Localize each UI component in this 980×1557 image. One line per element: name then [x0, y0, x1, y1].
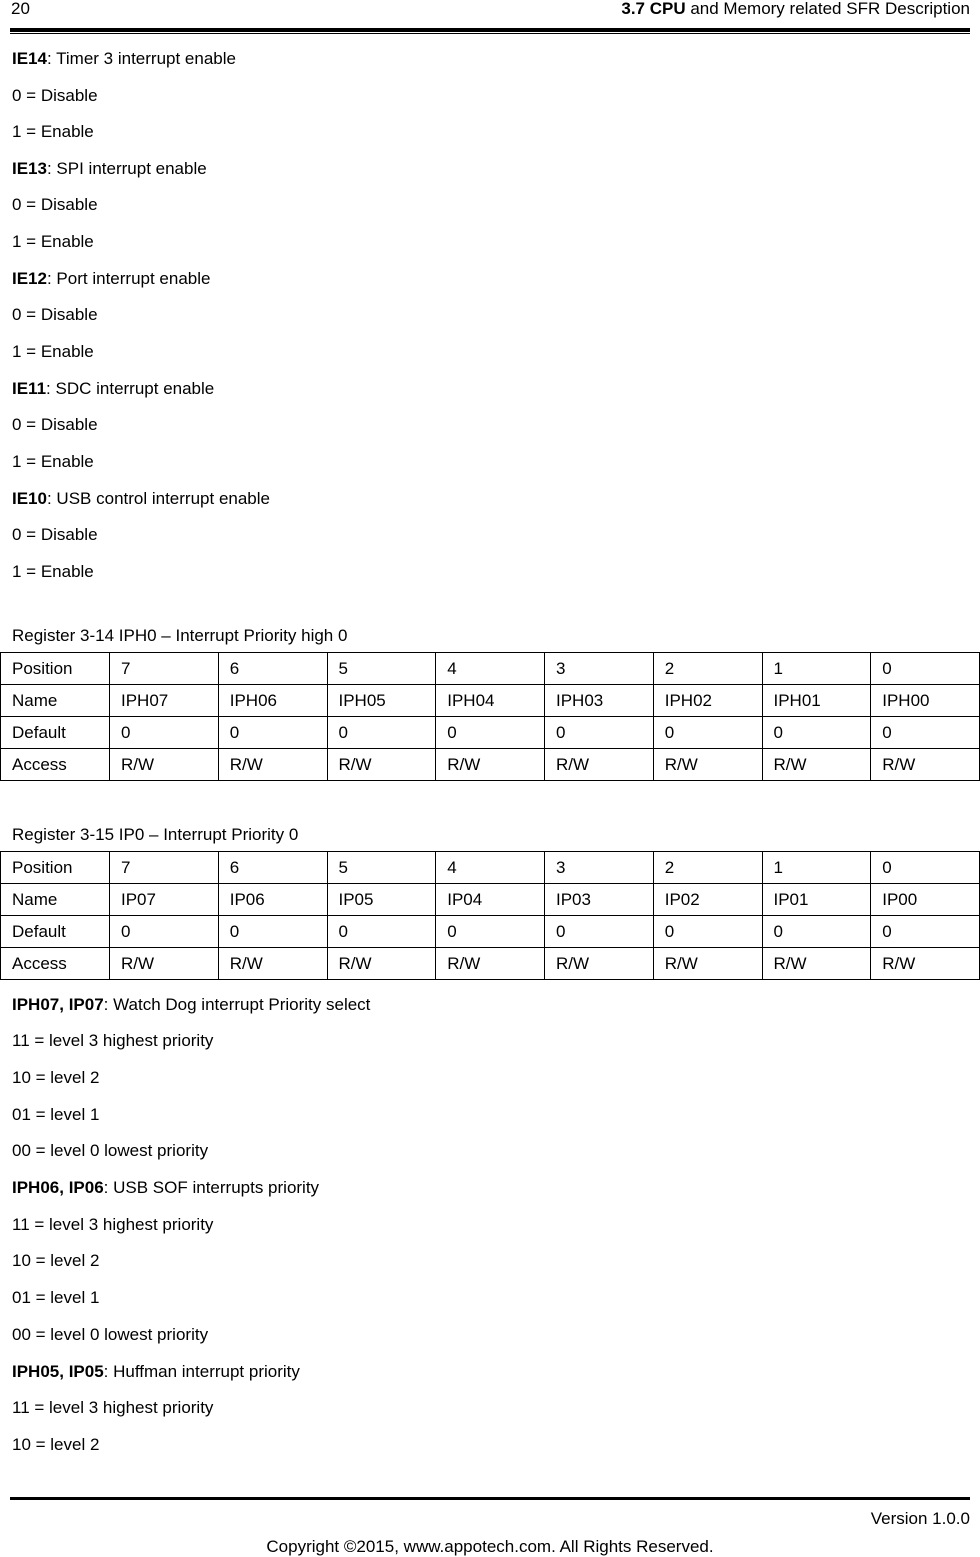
table-cell: 0 [762, 916, 871, 948]
table-cell: R/W [871, 948, 980, 980]
section-title-text: and Memory related SFR Description [685, 0, 970, 18]
table-cell: 2 [653, 653, 762, 685]
table-cell: 7 [110, 653, 219, 685]
table-cell: IP03 [545, 884, 654, 916]
table-row [1, 948, 980, 980]
field-value: 10 = level 2 [12, 1251, 100, 1270]
table-cell: 0 [436, 916, 545, 948]
table-cell: Default [1, 916, 110, 948]
table-cell: IPH04 [436, 685, 545, 717]
table-cell: 1 [762, 653, 871, 685]
table-cell: 0 [762, 717, 871, 749]
field-value: 0 = Disable [12, 86, 98, 105]
table-cell: 7 [110, 852, 219, 884]
table-cell: IPH02 [653, 685, 762, 717]
table-cell: R/W [545, 948, 654, 980]
table-cell: IPH06 [218, 685, 327, 717]
table-cell: R/W [871, 749, 980, 781]
table-row [1, 685, 980, 717]
table-cell: R/W [218, 948, 327, 980]
header-rule-thin [10, 33, 970, 34]
page-number: 20 [11, 0, 30, 18]
table-cell: R/W [327, 948, 436, 980]
table-cell: Position [1, 852, 110, 884]
field-value: 00 = level 0 lowest priority [12, 1141, 209, 1160]
table-cell: 6 [218, 852, 327, 884]
field-value: 0 = Disable [12, 415, 98, 434]
footer-rule [10, 1497, 970, 1500]
table-row [1, 717, 980, 749]
table-cell: IPH03 [545, 685, 654, 717]
field-value: 01 = level 1 [12, 1105, 100, 1124]
field-heading: IE10: USB control interrupt enable [12, 489, 270, 508]
table-cell: 0 [871, 852, 980, 884]
field-heading: IPH06, IP06: USB SOF interrupts priority [12, 1178, 320, 1197]
table-cell: R/W [436, 749, 545, 781]
table-row [1, 916, 980, 948]
field-value: 11 = level 3 highest priority [12, 1398, 214, 1417]
table-cell: 5 [327, 852, 436, 884]
table-cell: IPH00 [871, 685, 980, 717]
table-row [1, 852, 980, 884]
table-cell: IPH07 [110, 685, 219, 717]
field-value: 0 = Disable [12, 305, 98, 324]
table-cell: 2 [653, 852, 762, 884]
table-cell: 0 [871, 653, 980, 685]
table-cell: Position [1, 653, 110, 685]
table-cell: IP07 [110, 884, 219, 916]
table-cell: 0 [327, 717, 436, 749]
table-cell: 0 [545, 916, 654, 948]
table-cell: IP06 [218, 884, 327, 916]
table-cell: Name [1, 685, 110, 717]
table-cell: Name [1, 884, 110, 916]
field-value: 01 = level 1 [12, 1288, 100, 1307]
table-cell: 6 [218, 653, 327, 685]
table-cell: Default [1, 717, 110, 749]
table-cell: 0 [110, 717, 219, 749]
field-value: 1 = Enable [12, 342, 94, 361]
table-cell: IPH05 [327, 685, 436, 717]
field-value: 00 = level 0 lowest priority [12, 1325, 209, 1344]
table-cell: 5 [327, 653, 436, 685]
field-heading: IE11: SDC interrupt enable [12, 379, 215, 398]
table-row [1, 884, 980, 916]
table-cell: 0 [653, 916, 762, 948]
table-cell: R/W [545, 749, 654, 781]
register-table-ip0 [0, 851, 980, 980]
field-heading: IE14: Timer 3 interrupt enable [12, 49, 236, 68]
field-value: 0 = Disable [12, 525, 98, 544]
field-heading: IPH05, IP05: Huffman interrupt priority [12, 1362, 300, 1381]
table-cell: 0 [871, 916, 980, 948]
field-value: 10 = level 2 [12, 1435, 100, 1454]
table-cell: 0 [110, 916, 219, 948]
page-header [0, 0, 980, 36]
table-cell: R/W [653, 948, 762, 980]
table-cell: 0 [218, 916, 327, 948]
table-cell: 0 [218, 717, 327, 749]
field-value: 0 = Disable [12, 195, 98, 214]
table-cell: Access [1, 749, 110, 781]
section-title [621, 0, 970, 18]
table-cell: IP04 [436, 884, 545, 916]
table-cell: 3 [545, 852, 654, 884]
table-caption: Register 3-15 IP0 – Interrupt Priority 0 [12, 825, 299, 844]
table-cell: IP05 [327, 884, 436, 916]
field-value: 1 = Enable [12, 232, 94, 251]
table-cell: Access [1, 948, 110, 980]
table-cell: R/W [110, 948, 219, 980]
field-value: 1 = Enable [12, 122, 94, 141]
field-value: 10 = level 2 [12, 1068, 100, 1087]
section-number: 3.7 CPU [621, 0, 686, 18]
table-cell: 0 [871, 717, 980, 749]
copyright-notice: Copyright ©2015, www.appotech.com. All Rights Reserved. [266, 1537, 714, 1556]
table-cell: 0 [653, 717, 762, 749]
version-label: Version 1.0.0 [870, 1509, 970, 1528]
table-cell: 4 [436, 653, 545, 685]
table-cell: 0 [545, 717, 654, 749]
field-heading: IE13: SPI interrupt enable [12, 159, 207, 178]
field-heading: IE12: Port interrupt enable [12, 269, 211, 288]
table-cell: IPH01 [762, 685, 871, 717]
table-row [1, 749, 980, 781]
table-cell: 0 [436, 717, 545, 749]
field-value: 11 = level 3 highest priority [12, 1031, 214, 1050]
table-cell: R/W [327, 749, 436, 781]
table-cell: R/W [110, 749, 219, 781]
field-value: 1 = Enable [12, 452, 94, 471]
table-cell: R/W [436, 948, 545, 980]
header-rule [10, 28, 970, 32]
table-caption: Register 3-14 IPH0 – Interrupt Priority high 0 [12, 626, 348, 645]
table-cell: 0 [327, 916, 436, 948]
table-cell: R/W [653, 749, 762, 781]
register-table-iph0 [0, 652, 980, 781]
field-value: 11 = level 3 highest priority [12, 1215, 214, 1234]
field-value: 1 = Enable [12, 562, 94, 581]
table-cell: 4 [436, 852, 545, 884]
table-cell: IP00 [871, 884, 980, 916]
field-heading: IPH07, IP07: Watch Dog interrupt Priority select [12, 995, 371, 1014]
table-row [1, 653, 980, 685]
table-cell: 3 [545, 653, 654, 685]
table-cell: IP02 [653, 884, 762, 916]
table-cell: R/W [762, 948, 871, 980]
table-cell: IP01 [762, 884, 871, 916]
table-cell: 1 [762, 852, 871, 884]
table-cell: R/W [762, 749, 871, 781]
table-cell: R/W [218, 749, 327, 781]
